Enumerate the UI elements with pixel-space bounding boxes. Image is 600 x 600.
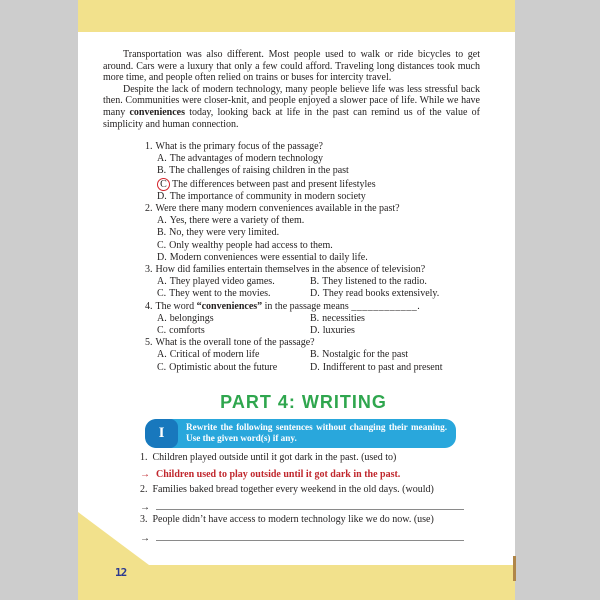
passage-paragraph-2: Despite the lack of modern technology, many people believe life was less stressful back then. Communities were closer-knit, and people enjoyed a slower pace of life. While we have many conveniences today, looking back at life in the past can remind us of the value of simplicity and human connection.: [103, 83, 480, 130]
instruction-text: Rewrite the following sentences without changing their meaning. Use the given word(s) if any.: [186, 422, 447, 444]
question-5-options-cd: [145, 362, 480, 374]
answer-blank-line: [156, 500, 464, 510]
top-accent-bar: [78, 0, 515, 32]
answer-blank-line: [156, 531, 464, 541]
question-3-option-a: A. They played video games.: [157, 276, 275, 288]
fill-in-blank: ____________: [351, 300, 418, 312]
question-1: 1. What is the primary focus of the passage?: [145, 141, 323, 152]
question-3-option-d: D. They read books extensively.: [310, 288, 440, 300]
instruction-box: [145, 419, 456, 448]
question-2: 2. Were there many modern conveniences available in the past?: [145, 203, 400, 215]
bold-keyword: “conveniences”: [196, 300, 263, 312]
question-4-option-c: C. comforts: [157, 325, 205, 337]
part4-heading: PART 4: WRITING: [220, 392, 387, 412]
question-4-option-d: D. luxuries: [310, 325, 355, 337]
question-5-option-a: A. Critical of modern life: [157, 349, 260, 361]
question-5-option-b: B. Nostalgic for the past: [310, 349, 408, 361]
question-5-option-c: C. Optimistic about the future: [157, 361, 278, 373]
arrow-icon: →: [140, 469, 150, 480]
question-5-options-ab: [145, 349, 480, 361]
multiple-choice-questions: [145, 141, 480, 374]
question-2-option-b: B. No, they were very limited.: [157, 227, 280, 239]
red-circle-annotation: C: [157, 178, 170, 191]
arrow-icon: →: [140, 502, 150, 513]
question-4-options-cd: [145, 325, 480, 337]
question-4-option-a: A. belongings: [157, 312, 214, 324]
arrow-icon: →: [140, 533, 150, 544]
question-1-option-c-circled: C The differences between past and present lifestyles: [145, 178, 480, 191]
question-3-option-c: C. They went to the movies.: [157, 288, 271, 300]
page-edge-mark: [513, 556, 516, 581]
question-1-option-b: B. The challenges of raising children in the past: [157, 165, 349, 177]
question-2-option-a: A. Yes, there were a variety of them.: [157, 215, 305, 227]
question-1-option-d: D. The importance of community in modern society: [157, 190, 366, 202]
question-3: 3. How did families entertain themselves in the absence of television?: [145, 264, 426, 276]
question-3-options-ab: [145, 276, 480, 288]
answer-text: Children used to play outside until it got dark in the past.: [156, 469, 401, 480]
question-1-option-a: A. The advantages of modern technology: [157, 153, 324, 165]
question-3-option-b: B. They listened to the radio.: [310, 276, 427, 288]
question-5: 5. What is the overall tone of the passage?: [145, 337, 315, 349]
writing-item-3: 3. People didn’t have access to modern technology like we do now. (use): [140, 514, 434, 525]
question-3-options-cd: [145, 288, 480, 300]
passage-paragraph-1: Transportation was also different. Most people used to walk or ride bicycles to get around. Cars were a luxury that only a few could afford. Traveling long distances took much more time, and people often relied on trains or buses for intercity travel.: [103, 49, 480, 84]
writing-item-3-answer-line: [140, 531, 475, 544]
question-4: 4. The word “conveniences” in the passage means ____________.: [145, 300, 420, 312]
question-2-option-c: C. Only wealthy people had access to them.: [157, 239, 333, 251]
question-5-option-d: D. Indifferent to past and present: [310, 361, 443, 373]
writing-item-1-answer: [140, 469, 475, 480]
question-4-option-b: B. necessities: [310, 312, 365, 324]
question-2-option-d: D. Modern conveniences were essential to daily life.: [157, 251, 368, 263]
writing-item-1: 1. Children played outside until it got dark in the past. (used to): [140, 452, 397, 463]
bottom-accent-bar: [78, 565, 515, 600]
writing-item-2-answer-line: [140, 500, 475, 513]
reading-passage: [103, 49, 480, 130]
writing-item-2: 2. Families baked bread together every weekend in the old days. (would): [140, 484, 434, 495]
page-number: 12: [115, 566, 127, 579]
roman-numeral-badge: I: [145, 419, 178, 448]
bold-keyword: conveniences: [129, 106, 185, 118]
question-4-options-ab: [145, 313, 480, 325]
